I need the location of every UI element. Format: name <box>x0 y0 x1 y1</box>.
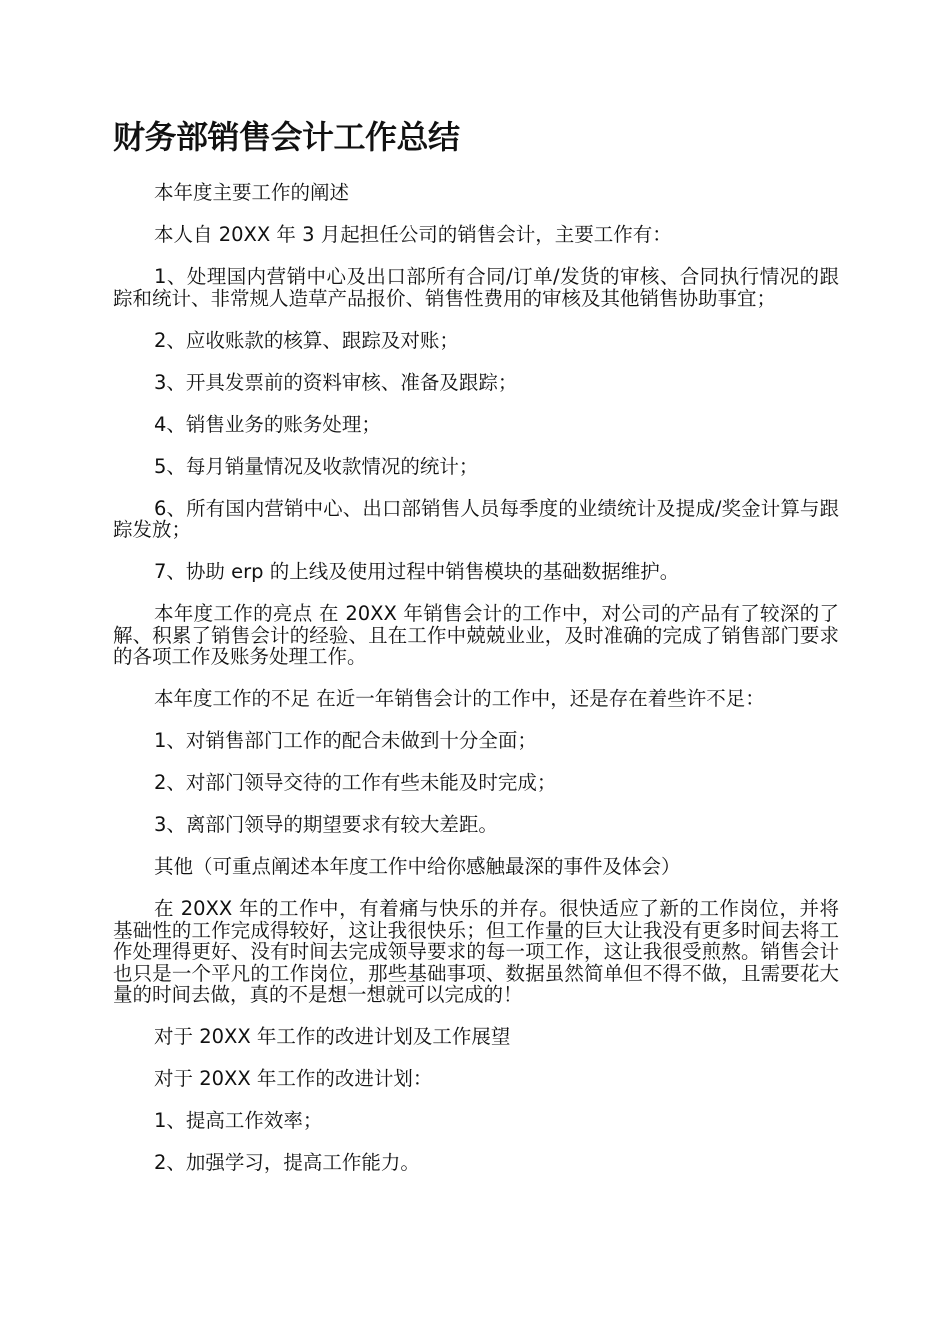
paragraph: 本年度工作的亮点 在 20XX 年销售会计的工作中，对公司的产品有了较深的了解、积累了销售会计的经验、且在工作中兢兢业业，及时准确的完成了销售部门要求的各项工作及账务处理工作。 <box>113 602 839 668</box>
paragraph: 4、销售业务的账务处理； <box>154 412 381 436</box>
paragraph: 3、开具发票前的资料审核、准备及跟踪； <box>154 370 518 394</box>
document-title: 财务部销售会计工作总结 <box>113 118 460 156</box>
paragraph: 在 20XX 年的工作中，有着痛与快乐的并存。很快适应了新的工作岗位，并将基础性的工作完成得较好，这让我很快乐；但工作量的巨大让我没有更多时间去将工作处理得更好、没有时间去完成领导要求的每一项工作，这让我很受煎熬。销售会计也只是一个平凡的工作岗位，那些基础事项、数据虽然简单但不得不做，且需要花大量的时间去做，真的不是想一想就可以完成的！ <box>113 897 839 1006</box>
paragraph: 7、协助 erp 的上线及使用过程中销售模块的基础数据维护。 <box>154 560 680 583</box>
paragraph: 对于 20XX 年工作的改进计划： <box>154 1067 433 1090</box>
paragraph: 本人自 20XX 年 3 月起担任公司的销售会计，主要工作有： <box>154 223 672 246</box>
paragraph: 5、每月销量情况及收款情况的统计； <box>154 454 479 478</box>
paragraph: 3、离部门领导的期望要求有较大差距。 <box>154 813 498 836</box>
paragraph: 2、加强学习，提高工作能力。 <box>154 1151 420 1174</box>
paragraph: 1、处理国内营销中心及出口部所有合同/订单/发货的审核、合同执行情况的跟踪和统计、非常规人造草产品报价、销售性费用的审核及其他销售协助事宜； <box>113 265 839 310</box>
paragraph: 本年度主要工作的阐述 <box>154 181 350 204</box>
paragraph: 2、应收账款的核算、跟踪及对账； <box>154 328 459 352</box>
paragraph: 对于 20XX 年工作的改进计划及工作展望 <box>154 1025 511 1048</box>
paragraph: 本年度工作的不足 在近一年销售会计的工作中，还是存在着些许不足： <box>154 687 765 710</box>
paragraph: 1、对销售部门工作的配合未做到十分全面； <box>154 729 537 752</box>
paragraph: 其他（可重点阐述本年度工作中给你感触最深的事件及体会） <box>154 855 681 878</box>
paragraph: 6、所有国内营销中心、出口部销售人员每季度的业绩统计及提成/奖金计算与跟踪发放； <box>113 496 839 541</box>
document-body <box>113 182 839 1194</box>
paragraph: 2、对部门领导交待的工作有些未能及时完成； <box>154 771 557 794</box>
paragraph: 1、提高工作效率； <box>154 1109 323 1132</box>
